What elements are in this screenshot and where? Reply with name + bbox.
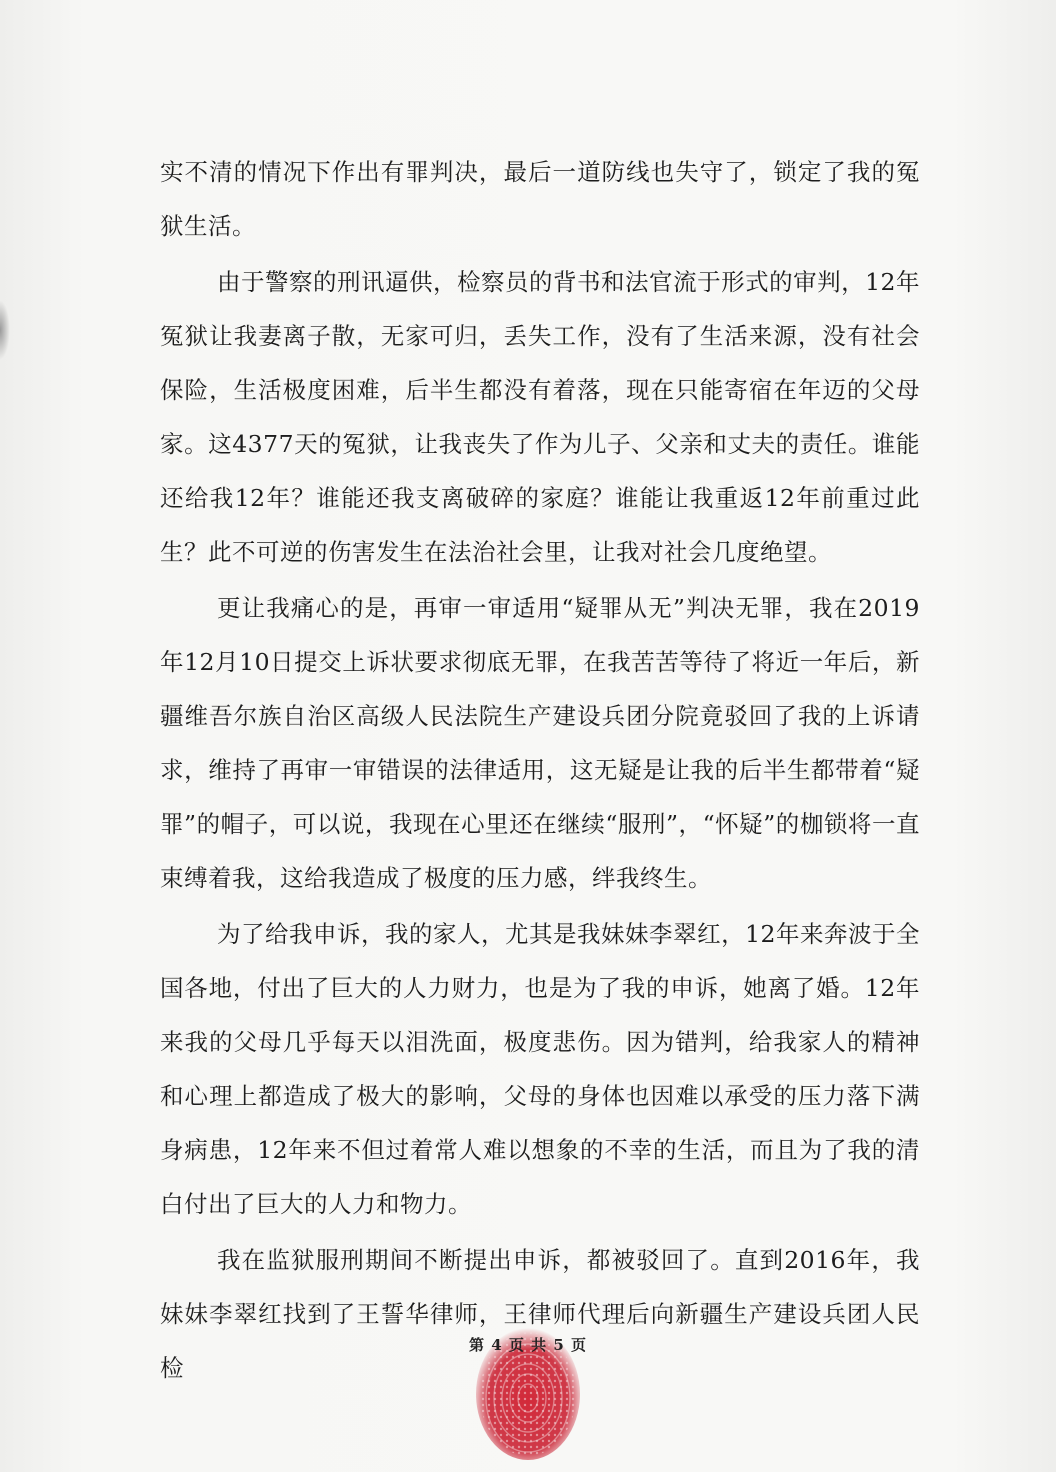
scan-shadow [0,300,10,360]
paragraph-1: 由于警察的刑讯逼供，检察员的背书和法官流于形式的审判，12年冤狱让我妻离子散，无家可归，丢失工作，没有了生活来源，没有社会保险，生活极度困难，后半生都没有着落，现在只能寄宿在年迈的父母家。这4377天的冤狱，让我丧失了作为儿子、父亲和丈夫的责任。谁能还给我12年？谁能还我支离破碎的家庭？谁能让我重返12年前重过此生？此不可逆的伤害发生在法治社会里，让我对社会几度绝望。 [160,268,920,566]
paragraph-3: 为了给我申诉，我的家人，尤其是我妹妹李翠红，12年来奔波于全国各地，付出了巨大的人力财力，也是为了我的申诉，她离了婚。12年来我的父母几乎每天以泪洗面，极度悲伤。因为错判，给我家人的精神和心理上都造成了极大的影响，父母的身体也因难以承受的压力落下满身病患，12年来不但过着常人难以想象的不幸的生活，而且为了我的清白付出了巨大的人力和物力。 [160,920,920,1218]
page-footer: 第 4 页 共 5 页 [469,1336,587,1354]
paragraph-4: 我在监狱服刑期间不断提出申诉，都被驳回了。直到2016年，我妹妹李翠红找到了王誓华律师，王律师代理后向新疆生产建设兵团人民检 [160,1246,920,1382]
paragraph-0: 实不清的情况下作出有罪判决，最后一道防线也失守了，锁定了我的冤狱生活。 [160,158,920,240]
document-body [160,145,920,1395]
paragraph-2: 更让我痛心的是，再审一审适用“疑罪从无”判决无罪，我在2019年12月10日提交上诉状要求彻底无罪，在我苦苦等待了将近一年后，新疆维吾尔族自治区高级人民法院生产建设兵团分院竟驳回了我的上诉请求，维持了再审一审错误的法律适用，这无疑是让我的后半生都带着“疑罪”的帽子，可以说，我现在心里还在继续“服刑”，“怀疑”的枷锁将一直束缚着我，这给我造成了极度的压力感，绊我终生。 [160,594,920,892]
